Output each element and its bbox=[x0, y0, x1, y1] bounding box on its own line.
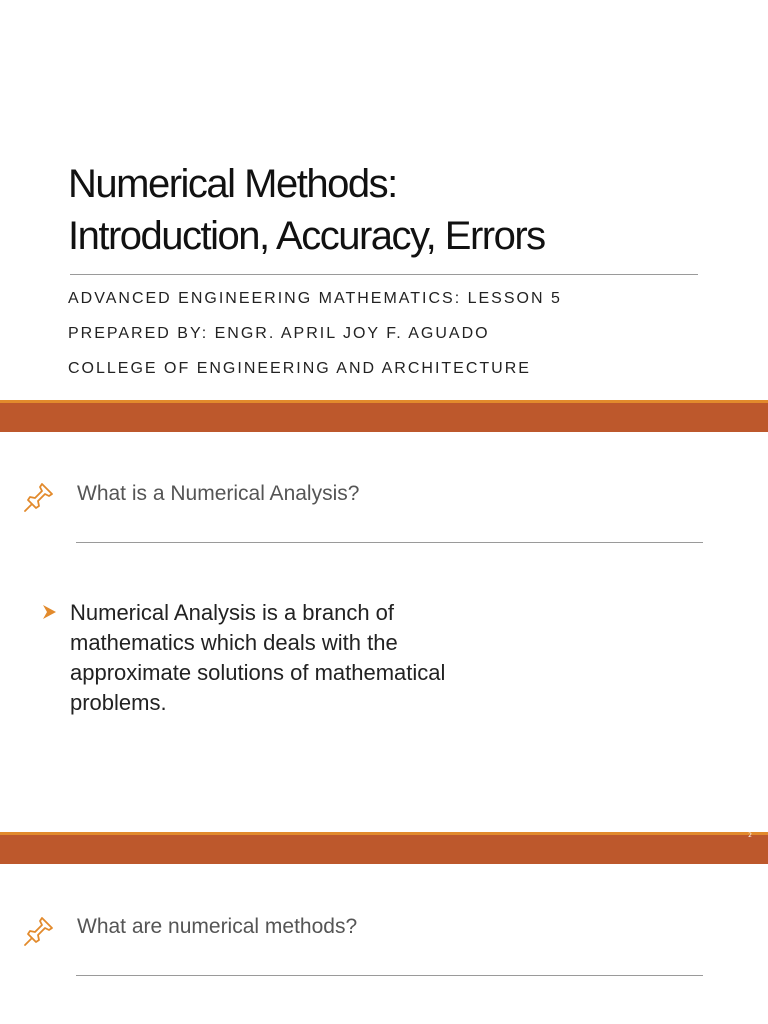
subtitle-course: ADVANCED ENGINEERING MATHEMATICS: LESSON 5 bbox=[68, 290, 562, 307]
question-heading: What is a Numerical Analysis? bbox=[77, 482, 360, 505]
question-heading-2: What are numerical methods? bbox=[77, 915, 358, 938]
bullet-text: Numerical Analysis is a branch of mathematics which deals with the approximate solutions of mathematical problems. bbox=[70, 600, 446, 715]
title-line-2: Introduction, Accuracy, Errors bbox=[68, 214, 545, 258]
pushpin-icon bbox=[22, 480, 56, 514]
slide-title bbox=[68, 158, 545, 262]
slide-2 bbox=[0, 432, 768, 832]
slide-separator-band bbox=[0, 400, 768, 432]
page-number: 2 bbox=[748, 832, 752, 839]
title-line-1: Numerical Methods: bbox=[68, 162, 397, 206]
question-divider-2 bbox=[76, 975, 703, 976]
subtitle-college: COLLEGE OF ENGINEERING AND ARCHITECTURE bbox=[68, 360, 531, 377]
subtitle-author: PREPARED BY: ENGR. APRIL JOY F. AGUADO bbox=[68, 325, 490, 342]
separator-stripe-2 bbox=[0, 832, 768, 835]
slide-separator-band-2 bbox=[0, 832, 768, 864]
pushpin-icon bbox=[22, 914, 56, 948]
title-divider bbox=[70, 274, 698, 275]
separator-stripe bbox=[0, 400, 768, 403]
question-divider bbox=[76, 542, 703, 543]
slide-3 bbox=[0, 864, 768, 1024]
arrow-bullet-icon bbox=[40, 602, 60, 622]
title-slide bbox=[0, 0, 768, 400]
